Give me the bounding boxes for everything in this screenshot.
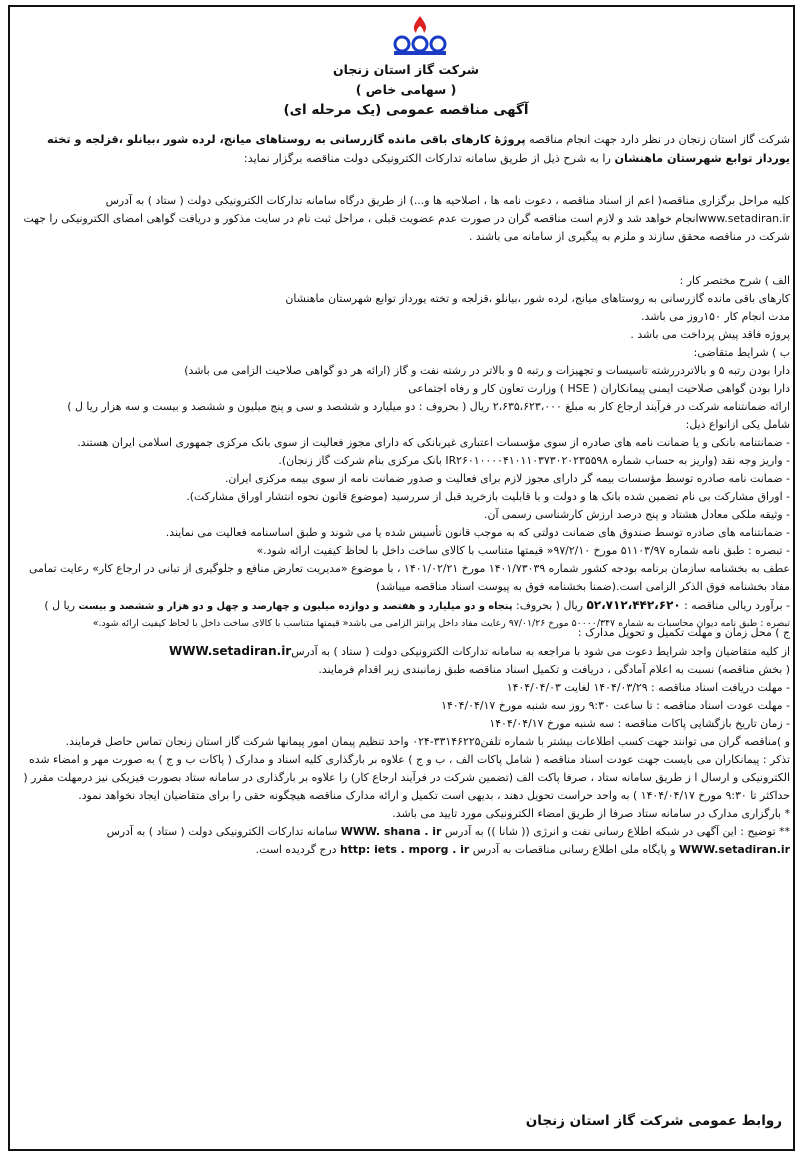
requirement-2: دارا بودن گواهی صلاحیت ایمنی پیمانکاران ( HSE ) وزارت تعاون کار و رفاه اجتماعی: [408, 382, 790, 395]
footer-signature: روابط عمومی شرکت گاز استان زنجان: [525, 1113, 782, 1129]
intro-project: پروژۀ کارهای باقی مانده گازرسانی به روستاهای میانج، لرده شور ،بیانلو ،قزلجه و تخته یورداز توابع شهرستان ماهنشان: [47, 133, 790, 165]
steps-paragraph: کلیه مراحل برگزاری مناقصه( اعم از اسناد مناقصه ، دعوت نامه ها ، اصلاحیه ها و...) از طریق درگاه سامانه تدارکات الکترونیکی دولت ( ستاد ) به آدرس www.setadiran.irانجام خواهد شد و لازم است مناقصه گران در صورت عدم عضویت قبلی ، مراحل ثبت نام در سایت مذکور و دریافت گواهی امضای الکترونیکی را جهت شرکت در مناقصه محقق سازند و ملزم به پیگیری از سامانه می باشند .: [23, 194, 790, 243]
section-c-title: ج ) محل زمان و مهلت تکمیل و تحویل مدارک :: [577, 626, 790, 639]
estimate-close: ریا ل ): [44, 599, 76, 612]
deadlines-block: [22, 624, 790, 859]
note-2: عطف به بخشنامه سازمان برنامه بودجه کشور شماره ۱۴۰۱/۷۳۰۳۹ مورخ ۱۴۰۱/۰۲/۲۱ ، با موضوع «مدیریت تعارض منافع و جلوگیری از تبانی در ارجاع کار» رعایت تمامی مفاد بخشنامه فوق الذکر الزامی است.(ضمنا بخشنامه فوق به پیوست اسناد مناقصه میباشد): [28, 562, 790, 593]
section-a-title: الف ) شرح مختصر کار :: [679, 274, 790, 287]
star-note-2d: درج گردیده است.: [255, 843, 340, 856]
section-c-line1-text: از کلیه متقاضیان واجد شرایط دعوت می شود با مراجعه به سامانه تدارکات الکترونیکی دولت ( ستاد ) به آدرس: [291, 645, 790, 658]
shana-link[interactable]: WWW. shana . ir: [340, 825, 442, 838]
setadiran-link[interactable]: WWW.setadiran.ir: [168, 644, 292, 658]
star-note-2c: و پایگاه ملی اطلاع رسانی مناقصات به آدرس: [469, 843, 680, 856]
company-name: شرکت گاز استان زنجان: [332, 62, 480, 77]
section-c-line2: ( بخش مناقصه) نسبت به اعلام آمادگی ، دریافت و تکمیل اسناد مناقصه طبق زمانبندی زیر اقدام فرمایند.: [318, 663, 790, 676]
section-d: و )مناقصه گران می توانند جهت کسب اطلاعات بیشتر با شماره تلفن۳۳۱۴۶۲۲۵-۰۲۴ واحد تنظیم پیمان امور پیمانها شرکت گاز استان زنجان تماس حاصل فرمایند.: [65, 735, 790, 748]
star-note-1: * بارگزاری مدارک در سامانه ستاد صرفا از طریق امضاء الکترونیکی مورد تایید می باشد.: [392, 807, 790, 820]
star-note-2b: سامانه تدارکات الکترونیکی دولت ( ستاد ) به آدرس: [106, 825, 341, 838]
notice-title: آگهی مناقصه عمومی (یک مرحله ای): [283, 102, 529, 118]
reminder: تذکر : پیمانکاران می بایست جهت عودت اسناد مناقصه ( شامل پاکات الف ، ب و ج ) علاوه بر بارگذاری کلیه اسناد و مدارک ( پاکات ب و ج ) به صورت مهر و امضاء شده الکترونیکی و ارسال ا ز طریق سامانه ستاد ، صرفا پاکت الف (تضمین شرکت در فرآیند ارجاع کار) را علاوه بر بارگذاری در سامانه ستاد بصورت فیزیکی نیز درمهلت مقرر ( حداکثر تا ۹:۳۰ مورخ ۱۴۰۴/۰۴/۱۷ ) به واحد حراست تحویل دهند ، بدیهی است تکمیل و ارائه مدارک مناقصه هیچگونه حقی را برای متقاضیان ایجاد نخواهد نمود.: [23, 753, 790, 802]
section-a-line2: مدت انجام کار ۱۵۰روز می باشد.: [641, 310, 790, 323]
notice-content: [22, 10, 790, 1145]
estimate-words: پنجاه و دو میلیارد و هفتصد و دوازده میلیون و چهارصد و چهل و دو هزار و ششصد و بیست: [75, 601, 513, 612]
note-1: - تبصره : طبق نامه شماره ۵۱۱۰۳/۹۷ مورخ ۹۷/۲/۱۰« قیمتها متناسب با کالای ساخت داخل با لحاظ کیفیت ارائه شود.»: [256, 544, 790, 557]
setadiran-link-2[interactable]: WWW.setadiran.ir: [679, 843, 790, 856]
iets-link[interactable]: http: iets . mporg . ir: [339, 843, 470, 856]
guarantee-type-2: - واریز وجه نقد (واریز به حساب شماره IR۲۶۰۱۰۰۰۰۴۱۰۱۱۰۳۷۳۰۲۰۲۳۵۵۹۸ بانک مرکزی بنام شرکت گاز زنجان).: [278, 454, 790, 467]
guarantee-type-3: - ضمانت نامه صادره توسط مؤسسات بیمه گر دارای مجوز لازم برای فعالیت و صدور ضمانت نامه از سوی بیمه مرکزی ایران.: [224, 472, 790, 485]
star-note-2a: ** توضیح : این آگهی در شبکه اطلاع رسانی نفت و انرژی (( شانا )) به آدرس: [441, 825, 790, 838]
section-a-line1: کارهای باقی مانده گازرسانی به روستاهای میانج، لرده شور ،بیانلو ،قزلجه و تخته یورداز توابع شهرستان ماهنشان: [285, 292, 790, 305]
guarantee-amount: ارائه ضمانتنامه شرکت در فرآیند ارجاع کار به مبلغ ۲،۶۳۵،۶۲۳،۰۰۰ ریال ( بحروف : دو میلیارد و ششصد و سی و پنج میلیون و ششصد و بیست و سه هزار ریا ل ): [67, 400, 790, 413]
section-b-title: ب ) شرایط متقاضی:: [693, 346, 790, 359]
intro-tail: را به شرح ذیل از طریق سامانه تدارکات الکترونیکی دولت مناقصه برگزار نماید:: [243, 152, 615, 165]
guarantee-type-6: - ضمانتنامه های صادره توسط صندوق های ضمانت دولتی که به موجب قانون تأسیس شده یا می شوند و طبق اساسنامه فعالیت می نمایند.: [165, 526, 790, 539]
estimate-label: - برآورد ریالی مناقصه :: [680, 599, 790, 612]
date-receive-docs: - مهلت دریافت اسناد مناقصه : ۱۴۰۴/۰۳/۲۹ لغایت ۱۴۰۴/۰۴/۰۳: [506, 681, 790, 694]
company-type: ( سهامی خاص ): [355, 82, 457, 97]
estimate-line: [22, 596, 790, 616]
date-opening: - زمان تاریخ بازگشایی پاکات مناقصه : سه شنبه مورخ ۱۴۰۴/۰۴/۱۷: [489, 717, 790, 730]
estimate-value: ۵۲،۷۱۲،۴۴۲،۶۲۰: [586, 598, 681, 612]
note-3: تبصره : طبق نامه دیوان محاسبات به شماره ۵۰۰۰۰/۳۴۷ مورخ ۹۷/۰۱/۲۶ رعایت مفاد داخل پرانتز الزامی می باشد« قیمتها متناسب با کالای ساخت داخل با لحاظ کیفیت ارائه شود.»: [92, 618, 790, 629]
guarantee-type-1: - ضمانتنامه بانکی و یا ضمانت نامه های صادره از سوی مؤسسات اعتباری غیربانکی که دارای مجوز فعالیت از سوی بانک مرکزی جمهوری اسلامی ایران هستند.: [77, 436, 790, 449]
national-iranian-gas-logo: [390, 14, 450, 58]
intro-lead: شرکت گاز استان زنجان در نظر دارد جهت انجام مناقصه: [525, 133, 790, 146]
guarantee-types-title: شامل یکی ازانواع ذیل:: [685, 418, 790, 431]
conditions-block: [22, 272, 790, 631]
date-return-docs: - مهلت عودت اسناد مناقصه : تا ساعت ۹:۳۰ روز سه شنبه مورخ ۱۴۰۴/۰۴/۱۷: [441, 699, 790, 712]
guarantee-type-4: - اوراق مشارکت بی نام تضمین شده بانک ها و دولت و با قابلیت بازخرید قبل از سررسید (موضوع قانون نحوه انتشار اوراق مشارکت).: [186, 490, 790, 503]
section-c-line1: [22, 642, 790, 661]
estimate-words-label: ریال ( بحروف:: [512, 599, 587, 612]
star-note-2: [22, 823, 790, 859]
guarantee-type-5: - وثیقه ملکی معادل هشتاد و پنج درصد ارزش کارشناسی رسمی آن.: [483, 508, 790, 521]
section-a-line3: پروژه فاقد پیش پرداخت می باشد .: [630, 328, 790, 341]
notice-header: [22, 60, 790, 120]
requirement-1: دارا بودن رتبه ۵ و بالاتردررشته تاسیسات و تجهیزات و رتبه ۵ و بالاتر در رشته نفت و گاز (ارائه هر دو گواهی صلاحیت الزامی می باشد): [184, 364, 790, 377]
intro-paragraph: [22, 130, 790, 168]
